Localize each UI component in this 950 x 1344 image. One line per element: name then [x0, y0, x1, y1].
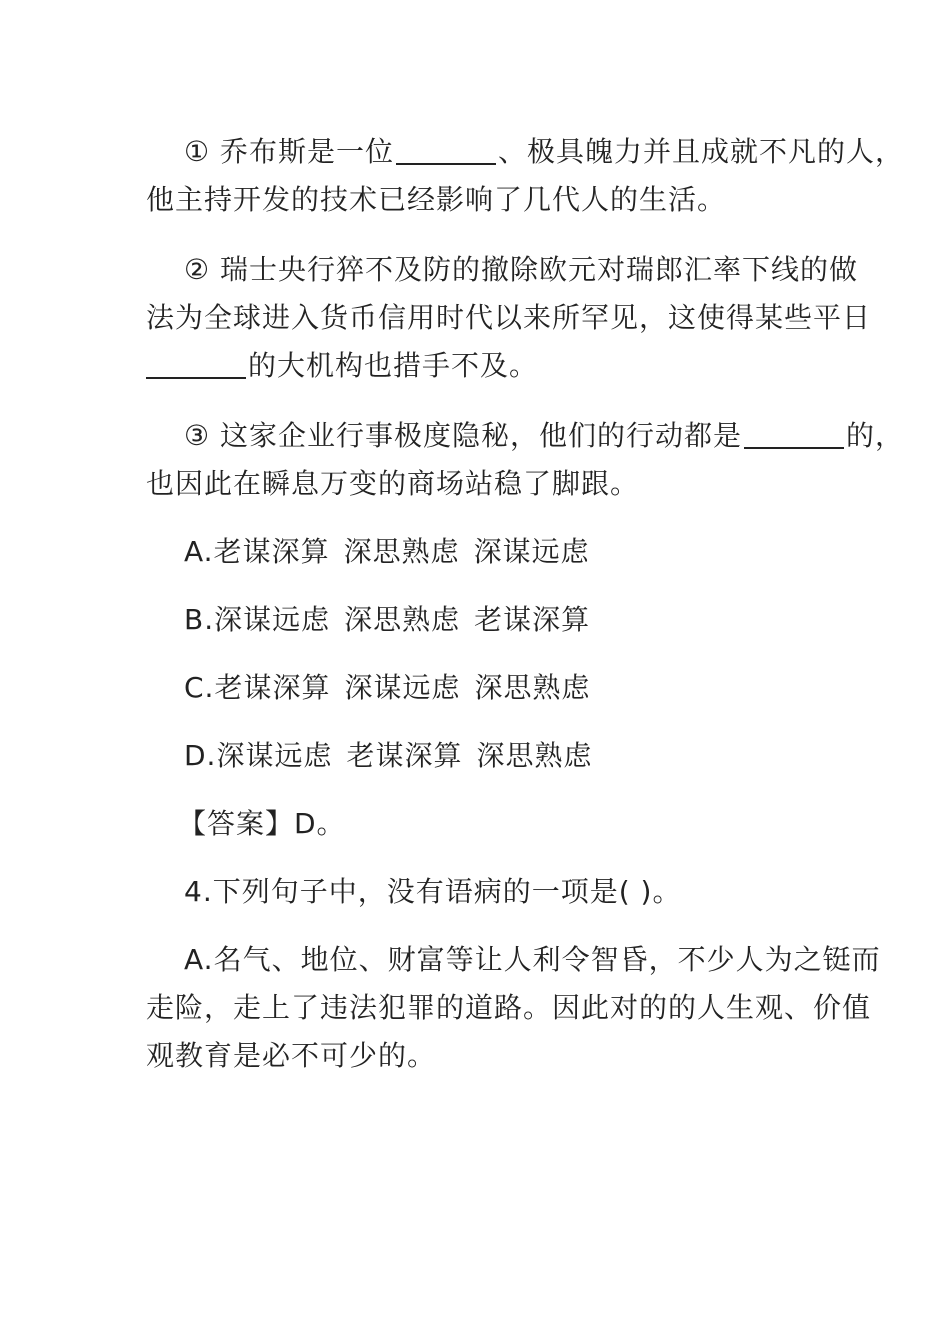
sentence-3 [146, 412, 905, 508]
option-d-label: D. [184, 739, 217, 772]
sentence-2-line-3 [146, 342, 890, 390]
option-a-label: A. [184, 535, 214, 568]
fill-in-blank-2 [146, 349, 246, 379]
option-b-label: B. [184, 603, 215, 636]
sentence-2-line-1: ② 瑞士央行猝不及防的撤除欧元对瑞郎汇率下线的做 [184, 253, 859, 286]
option-b-word-2: 深思熟虑 [344, 603, 461, 636]
sentence-3-line-1 [146, 412, 905, 460]
question-4: 4.下列句子中，没有语病的一项是( )。 [184, 875, 682, 908]
option-d [184, 736, 593, 776]
option-d-word-2: 老谋深算 [346, 739, 463, 772]
option-b [184, 600, 590, 640]
question-4-option-a-line-2: 走险，走上了违法犯罪的道路。因此对的的人生观、价值 [146, 991, 872, 1024]
option-a-word-3: 深谋远虑 [473, 535, 590, 568]
option-c-word-1: 老谋深算 [214, 671, 331, 704]
option-a [184, 532, 590, 572]
option-b-word-1: 深谋远虑 [214, 603, 331, 636]
option-a-word-1: 老谋深算 [213, 535, 330, 568]
sentence-1-line-1 [146, 128, 905, 176]
sentence-1-text-after-blank: 、极具魄力并且成就不凡的人， [498, 135, 905, 168]
sentence-3-line-2: 也因此在瞬息万变的商场站稳了脚跟。 [146, 467, 640, 500]
option-c [184, 668, 591, 708]
option-c-label: C. [184, 671, 215, 704]
answer-line: 【答案】D。 [178, 807, 346, 840]
option-c-word-2: 深谋远虑 [344, 671, 461, 704]
sentence-2-text-after-blank: 的大机构也措手不及。 [248, 349, 539, 382]
sentence-1 [146, 128, 905, 224]
option-d-word-1: 深谋远虑 [216, 739, 333, 772]
question-4-option-a-line-1: A.名气、地位、财富等让人利令智昏，不少人为之铤而 [184, 943, 881, 976]
option-b-word-3: 老谋深算 [474, 603, 591, 636]
option-c-word-3: 深思熟虑 [474, 671, 591, 704]
option-d-word-3: 深思熟虑 [476, 739, 593, 772]
fill-in-blank-3 [744, 419, 844, 449]
fill-in-blank-1 [396, 135, 496, 165]
sentence-2-line-2: 法为全球进入货币信用时代以来所罕见，这使得某些平日 [146, 301, 872, 334]
sentence-1-text-before-blank: ① 乔布斯是一位 [184, 135, 395, 168]
sentence-1-line-2: 他主持开发的技术已经影响了几代人的生活。 [146, 183, 727, 216]
option-a-word-2: 深思熟虑 [343, 535, 460, 568]
sentence-3-text-before-blank: ③ 这家企业行事极度隐秘，他们的行动都是 [184, 419, 743, 452]
question-4-option-a-line-3: 观教育是必不可少的。 [146, 1039, 437, 1072]
sentence-2 [146, 246, 890, 390]
question-4-option-a [146, 936, 890, 1080]
sentence-3-text-after-blank: 的， [846, 419, 905, 452]
